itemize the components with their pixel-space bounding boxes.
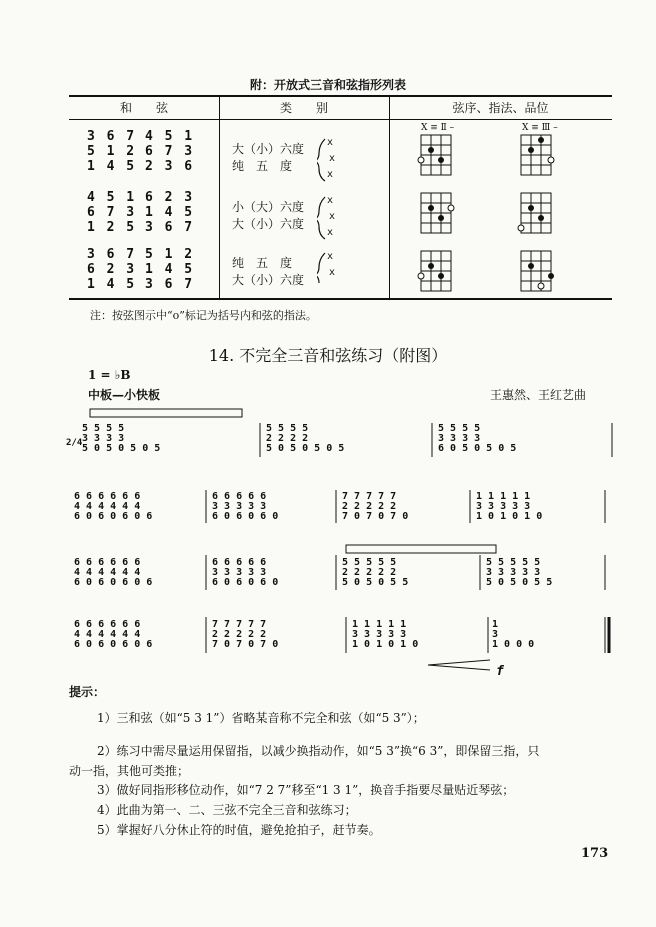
svg-text:x: x [327,137,334,148]
svg-text:3 3 3 3 3: 3 3 3 3 3 [476,501,531,512]
svg-text:2 2 2 2 2: 2 2 2 2 2 [212,629,267,640]
piece-title: 14. 不完全三音和弦练习（附图） [208,346,448,365]
music-score [60,405,620,680]
svg-text:1: 1 [492,619,499,630]
svg-text:4 4 4 4 4 4: 4 4 4 4 4 4 [74,501,141,512]
svg-text:5 0 5 0 5 0 5: 5 0 5 0 5 0 5 [82,443,161,454]
svg-text:1 1 1 1 1: 1 1 1 1 1 [476,491,531,502]
svg-text:3 3 3 3 3: 3 3 3 3 3 [212,567,267,578]
chord-alt-row-2: 6 2 3 1 4 5 3 6 7 [145,190,195,235]
header-category: 类 别 [279,101,328,115]
svg-text:3 3 3 3: 3 3 3 3 [438,433,481,444]
tip-item: 1）三和弦（如“5 3 1”）省略某音称不完全和弦（如“5 3”）； [97,711,425,725]
divider [69,119,612,120]
svg-text:4 4 4 4 4 4: 4 4 4 4 4 4 [74,567,141,578]
chord-alt-row-3: 5 1 2 1 4 5 3 6 7 [145,247,195,292]
svg-text:6 0 6 0 6 0 6: 6 0 6 0 6 0 6 [74,639,153,650]
svg-text:7 0 7 0 7 0: 7 0 7 0 7 0 [212,639,279,650]
fret-header-left: X ≡ Ⅱ – [421,123,455,133]
svg-text:5 0 5 0 5 5: 5 0 5 0 5 5 [486,577,553,588]
svg-text:3 3 3 3: 3 3 3 3 [82,433,125,444]
dynamic-marking: f [496,664,504,679]
svg-text:6 0 6 0 6 0: 6 0 6 0 6 0 [212,511,279,522]
tip-item: 动一指，其他可类推； [69,764,190,778]
chord-notation-row-1: 3 6 7 5 1 2 1 4 5 [87,129,137,174]
svg-text:6 0 5 0 5 0 5: 6 0 5 0 5 0 5 [438,443,517,454]
svg-text:5 5 5 5 5: 5 5 5 5 5 [486,557,541,568]
svg-text:5 0 5 0 5 5: 5 0 5 0 5 5 [342,577,409,588]
svg-text:1 0 0 0: 1 0 0 0 [492,639,535,650]
svg-text:6 0 6 0 6 0: 6 0 6 0 6 0 [212,577,279,588]
category-row-3: 纯 五 度 大（小）六度 [232,256,305,287]
chord-alt-row-1: 4 5 1 6 7 3 2 3 6 [145,129,195,174]
svg-text:5 5 5 5: 5 5 5 5 [266,423,309,434]
svg-text:1 0 1 0 1 0: 1 0 1 0 1 0 [352,639,419,650]
category-row-2: 小（大）六度 大（小）六度 [232,200,305,231]
svg-text:7 0 7 0 7 0: 7 0 7 0 7 0 [342,511,409,522]
tips-heading: 提示： [69,685,106,699]
svg-text:2 2 2 2 2: 2 2 2 2 2 [342,567,397,578]
svg-text:5 5 5 5: 5 5 5 5 [438,423,481,434]
appendix-title: 附：开放式三音和弦指形列表 [249,78,406,92]
svg-text:3: 3 [492,629,499,640]
svg-text:1 1 1 1 1: 1 1 1 1 1 [352,619,407,630]
fret-diagrams [399,133,609,298]
header-fingering: 弦序、指法、品位 [452,101,549,115]
tip-item: 2）练习中需尽量运用保留指，以减少换指动作，如“5 3”换“6 3”，即保留三指，只 [97,744,540,758]
svg-text:6 6 6 6 6 6: 6 6 6 6 6 6 [74,557,141,568]
divider [389,97,390,298]
svg-text:6 6 6 6 6 6: 6 6 6 6 6 6 [74,491,141,502]
fret-header-right: X ≡ Ⅲ – [522,123,558,133]
tempo-marking: 中板—小快板 [88,388,161,402]
svg-text:3 3 3 3 3: 3 3 3 3 3 [486,567,541,578]
composer: 王惠然、王红艺曲 [490,388,587,402]
chord-notation-row-2: 4 5 1 6 7 3 1 2 5 [87,190,137,235]
svg-text:3 3 3 3 3: 3 3 3 3 3 [352,629,407,640]
chord-table [69,95,612,300]
svg-text:x: x [327,251,334,262]
svg-text:1 0 1 0 1 0: 1 0 1 0 1 0 [476,511,543,522]
divider [219,97,220,298]
table-note: 注：按弦图示中“o”标记为括号内和弦的指法。 [90,309,317,322]
svg-text:5 0 5 0 5 0 5: 5 0 5 0 5 0 5 [266,443,345,454]
tip-item: 5）掌握好八分休止符的时值，避免抢拍子，赶节奏。 [97,823,381,837]
svg-text:x: x [329,267,336,278]
chord-notation-row-3: 3 6 7 6 2 3 1 4 5 [87,247,137,292]
svg-text:6 6 6 6 6: 6 6 6 6 6 [212,557,267,568]
header-chord: 和 弦 [119,101,168,115]
svg-text:4 4 4 4 4 4: 4 4 4 4 4 4 [74,629,141,640]
svg-text:6 0 6 0 6 0 6: 6 0 6 0 6 0 6 [74,577,153,588]
svg-text:5 5 5 5: 5 5 5 5 [82,423,125,434]
svg-text:x: x [327,195,334,206]
tip-item: 4）此曲为第一、二、三弦不完全三音和弦练习； [97,803,357,817]
svg-text:x: x [327,227,334,238]
key-signature: 1 = ♭B [88,368,131,382]
svg-text:6 6 6 6 6: 6 6 6 6 6 [212,491,267,502]
svg-text:7 7 7 7 7: 7 7 7 7 7 [342,491,397,502]
svg-text:7 7 7 7 7: 7 7 7 7 7 [212,619,267,630]
svg-text:2 2 2 2 2: 2 2 2 2 2 [342,501,397,512]
svg-text:2 2 2 2: 2 2 2 2 [266,433,309,444]
svg-text:5 5 5 5 5: 5 5 5 5 5 [342,557,397,568]
tip-item: 3）做好同指形移位动作，如“7 2 7”移至“1 3 1”，换音手指要尽量贴近琴弦； [97,783,515,797]
svg-text:x: x [329,153,336,164]
page-number: 173 [581,846,609,861]
svg-text:6 6 6 6 6 6: 6 6 6 6 6 6 [74,619,141,630]
svg-text:x: x [327,169,334,180]
svg-text:x: x [329,211,336,222]
svg-text:3 3 3 3 3: 3 3 3 3 3 [212,501,267,512]
time-signature: 2/4 [66,438,83,448]
bracket-marks [317,135,357,285]
category-row-1: 大（小）六度 纯 五 度 [232,142,305,173]
svg-text:6 0 6 0 6 0 6: 6 0 6 0 6 0 6 [74,511,153,522]
